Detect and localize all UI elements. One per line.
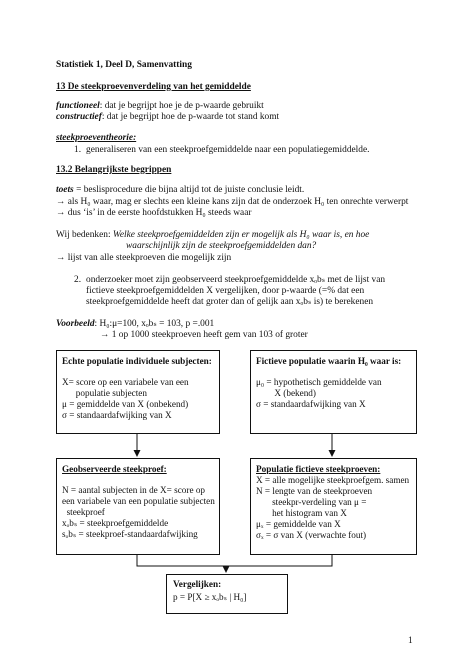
voorbeeld-text: : H₀:μ=100, xₒbₛ = 103, p =.001 — [94, 319, 215, 329]
box-populatie-fictieve-line: X = alle mogelijke steekproefgem. samen — [256, 475, 410, 485]
box-geobserveerde-line: een variabele van een populatie subjecten — [62, 496, 215, 506]
wij-prefix: Wij bedenken: — [56, 230, 113, 240]
box-echte-line: populatie subjecten — [62, 388, 147, 398]
voorbeeld-line-2: → 1 op 1000 steekproeven heeft gem van 103 of groter — [100, 330, 308, 340]
box-fictieve-title: Fictieve populatie waarin H₀ waar is: — [256, 356, 402, 366]
term-toets: toets — [56, 185, 74, 195]
box-populatie-fictieve-line: het histogram van X — [256, 508, 347, 518]
connector-bottom — [137, 554, 332, 566]
box-echte-title: Echte populatie individuele subjecten: — [62, 356, 212, 366]
box-vergelijken-formula: p = P[X ≥ xₒbₛ | H₀] — [173, 592, 247, 602]
box-geobserveerde-title: Geobserveerde steekproef: — [62, 464, 167, 474]
box-fictieve-line: μ₀ = hypothetisch gemiddelde van — [256, 377, 382, 387]
section-13-title: 13 De steekproevenverdeling van het gemiddelde — [56, 82, 251, 92]
item-2-line-3: steekproefgemiddelde heeft dat groter dan of gelijk aan xₒbₛ is) te berekenen — [86, 297, 374, 307]
term-functioneel: functioneel — [56, 101, 100, 111]
box-geobserveerde-line: sₒbₛ = steekproef-standaardafwijking — [62, 529, 198, 539]
text-constructief: : dat je begrijpt hoe de p-waarde tot stand komt — [101, 112, 280, 122]
item-2-line-2: fictieve steekproefgemiddelden X vergelijken, door p-waarde (=% dat een — [86, 286, 365, 296]
wij-question-2: waarschijnlijk zijn de steekproefgemiddelden dan? — [126, 241, 317, 251]
item-2-line-1: onderzoeker moet zijn geobserveerd steekproefgemiddelde xₒbₛ met de lijst van — [86, 275, 386, 285]
theory-title: steekproeventheorie: — [56, 133, 137, 143]
toets-line-2: → dus ‘is’ in de eerste hoofdstukken H₀ steeds waar — [56, 208, 252, 218]
box-vergelijken-title: Vergelijken: — [173, 579, 222, 589]
toets-line-1: → als H₀ waar, mag er slechts een kleine kans zijn dat de onderzoek H₀ ten onrechte verwerpt — [56, 197, 409, 207]
box-populatie-fictieve-line: μₓ = gemiddelde van X — [256, 519, 341, 529]
box-echte-line: X= score op een variabele van een — [62, 377, 189, 387]
wij-answer: → lijst van alle steekproeven die mogelijk zijn — [56, 253, 232, 263]
box-fictieve-line: X (bekend) — [256, 388, 316, 398]
box-populatie-fictieve-line: σₓ = σ van X (verwachte fout) — [256, 530, 367, 540]
theory-item-1-text: generaliseren van een steekproefgemiddelde naar een populatiegemiddelde. — [86, 145, 370, 155]
page-number: 1 — [408, 636, 413, 646]
box-geobserveerde-line: steekproef — [62, 507, 105, 517]
box-echte-line: σ = standaardafwijking van X — [62, 410, 172, 420]
box-geobserveerde-line: xₒbₛ = steekproefgemiddelde — [62, 518, 169, 528]
box-geobserveerde-line: N = aantal subjecten in de X= score op — [62, 485, 206, 495]
box-populatie-fictieve-title: Populatie fictieve steekproeven: — [256, 464, 381, 474]
text-functioneel: : dat je begrijpt hoe je de p-waarde gebruikt — [99, 101, 264, 111]
box-populatie-fictieve-line: steekpr-verdeling van μ = — [256, 497, 367, 507]
box-echte-line: μ = gemiddelde van X (onbekend) — [62, 399, 189, 409]
toets-def-text: = beslisprocedure die bijna altijd tot de juiste conclusie leidt. — [73, 185, 305, 195]
theory-item-1-number: 1. — [74, 145, 82, 155]
term-voorbeeld: Voorbeeld — [56, 319, 95, 329]
item-2-number: 2. — [74, 275, 82, 285]
document-header: Statistiek 1, Deel D, Samenvatting — [56, 60, 192, 70]
box-fictieve-line: σ = standaardafwijking van X — [256, 399, 366, 409]
section-13-2-title: 13.2 Belangrijkste begrippen — [56, 165, 172, 175]
box-populatie-fictieve-line: N = lengte van de steekproeven — [256, 486, 373, 496]
term-constructief: constructief — [56, 112, 102, 122]
wij-question-1: Welke steekproefgemiddelden zijn er mogelijk als H₀ waar is, en hoe — [112, 230, 370, 240]
